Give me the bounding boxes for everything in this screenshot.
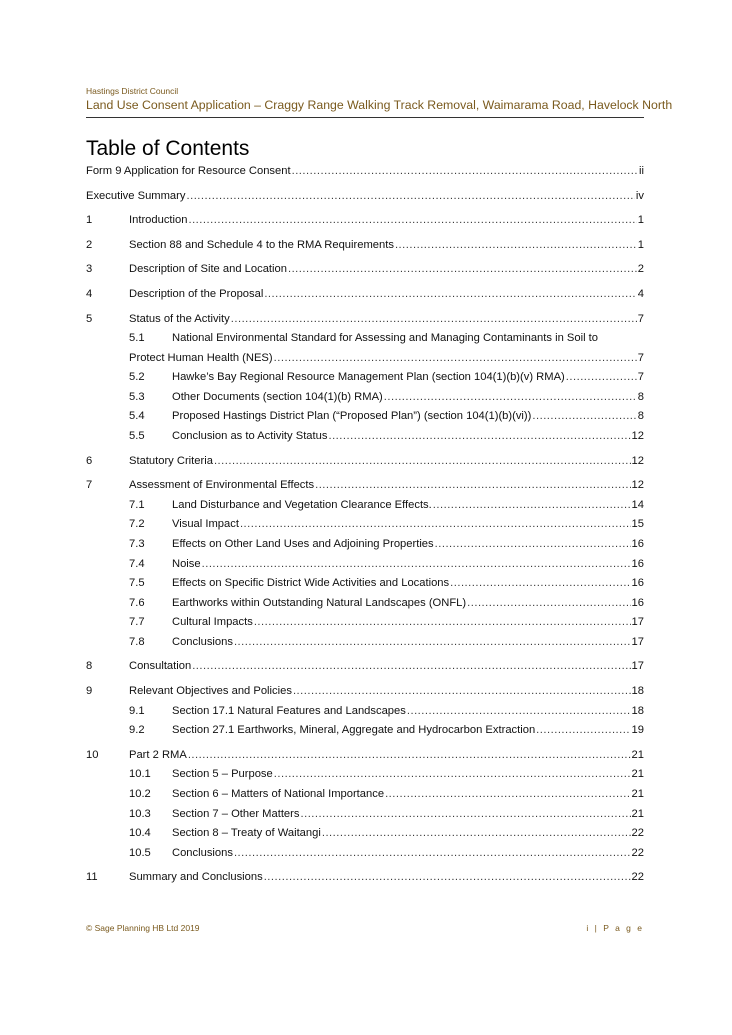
document-title: Land Use Consent Application – Craggy Range Walking Track Removal, Waimarama Road, Havelock North (86, 98, 673, 112)
toc-entry[interactable] (86, 310, 644, 330)
toc-entry-title: Section 6 – Matters of National Importance (172, 788, 385, 801)
toc-entry-page: 22 (631, 871, 644, 884)
toc-entry-page: 16 (631, 596, 644, 609)
toc-entry-page: 15 (631, 518, 644, 531)
toc-entry-title: Effects on Specific District Wide Activities and Locations (172, 577, 450, 590)
toc-entry-number: 11 (86, 871, 98, 884)
dot-leader (315, 476, 630, 496)
toc-entry-title: Cultural Impacts (172, 616, 253, 629)
toc-entry-page: 12 (631, 429, 644, 442)
dot-leader (450, 574, 630, 594)
toc-entry[interactable] (86, 868, 644, 888)
toc-entry-number: 7.4 (129, 557, 145, 570)
page-footer (86, 923, 644, 937)
header-divider (86, 117, 644, 118)
toc-entry-page: 12 (631, 454, 644, 467)
dot-leader (407, 702, 631, 722)
toc-entry-page: 4 (637, 287, 644, 300)
toc-entry-number: 9 (86, 685, 93, 698)
copyright-notice: © Sage Planning HB Ltd 2019 (86, 923, 200, 933)
toc-entry-page: 8 (637, 390, 644, 403)
dot-leader (293, 682, 631, 702)
dot-leader (186, 187, 634, 207)
toc-entry-title-continued: Protect Human Health (NES) (129, 351, 273, 364)
toc-entry-number: 5.4 (129, 410, 145, 423)
toc-entry-number: 10.5 (129, 846, 151, 859)
toc-entry-number: 7.1 (129, 498, 145, 511)
toc-heading: Table of Contents (86, 137, 250, 160)
toc-entry-number: 2 (86, 238, 93, 251)
dot-leader (254, 613, 631, 633)
toc-entry-number: 5.5 (129, 429, 145, 442)
toc-entry[interactable] (86, 285, 644, 305)
dot-leader (234, 633, 631, 653)
dot-leader (274, 349, 637, 369)
toc-entry[interactable] (86, 682, 644, 702)
toc-entry-page: 16 (631, 577, 644, 590)
toc-entry-page: 17 (631, 616, 644, 629)
dot-leader (467, 594, 630, 614)
toc-entry-page: 18 (631, 685, 644, 698)
toc-entry-number: 5.3 (129, 390, 145, 403)
toc-subentry[interactable] (86, 765, 644, 785)
toc-entry-title: Hawke’s Bay Regional Resource Management Plan (section 104(1)(b)(v) RMA) (172, 371, 565, 384)
toc-entry[interactable] (86, 476, 644, 496)
toc-entry-title: Summary and Conclusions (129, 871, 263, 884)
toc-entry-title: Conclusions (172, 846, 233, 859)
toc-entry-title: Assessment of Environmental Effects (129, 479, 315, 492)
toc-entry-title: Statutory Criteria (129, 454, 213, 467)
toc-entry-number: 10.3 (129, 807, 151, 820)
toc-entry-title: Effects on Other Land Uses and Adjoining Properties (172, 537, 434, 550)
dot-leader (395, 236, 637, 256)
toc-entry-page: 19 (631, 724, 644, 737)
toc-entry-number: 4 (86, 287, 93, 300)
toc-entry-page: iv (635, 189, 644, 202)
toc-entry-number: 7.8 (129, 635, 145, 648)
dot-leader (288, 260, 637, 280)
toc-entry-page: 8 (637, 410, 644, 423)
dot-leader (292, 162, 638, 182)
toc-entry-page: 14 (631, 498, 644, 511)
dot-leader (322, 824, 631, 844)
toc-entry-number: 7 (86, 479, 93, 492)
toc-entry-title: Section 7 – Other Matters (172, 807, 300, 820)
toc-entry-page: 7 (637, 351, 644, 364)
toc-entry-number: 1 (86, 214, 93, 227)
toc-entry[interactable] (86, 746, 644, 766)
page-header (86, 86, 673, 113)
toc-entry-number: 7.3 (129, 537, 145, 550)
toc-entry-page: 18 (631, 704, 644, 717)
toc-entry-page: 22 (631, 846, 644, 859)
toc-subentry[interactable] (86, 633, 644, 653)
dot-leader (433, 496, 631, 516)
toc-entry-number: 7.5 (129, 577, 145, 590)
toc-entry-page: 7 (637, 312, 644, 325)
table-of-contents (86, 162, 644, 888)
toc-entry-title: Land Disturbance and Vegetation Clearance Effects. (172, 498, 432, 511)
dot-leader (328, 427, 630, 447)
dot-leader (274, 765, 631, 785)
toc-entry-title: Description of Site and Location (129, 263, 287, 276)
toc-entry[interactable] (86, 187, 644, 207)
toc-entry-title: Consultation (129, 660, 192, 673)
toc-subentry[interactable] (86, 785, 644, 805)
dot-leader (300, 805, 630, 825)
toc-entry[interactable] (86, 236, 644, 256)
dot-leader (532, 407, 636, 427)
toc-entry[interactable] (86, 452, 644, 472)
toc-entry-page: 17 (631, 635, 644, 648)
toc-entry-page: 21 (631, 788, 644, 801)
toc-entry-title: Other Documents (section 104(1)(b) RMA) (172, 390, 383, 403)
toc-entry-title: Section 5 – Purpose (172, 768, 273, 781)
toc-entry-number: 6 (86, 454, 93, 467)
toc-entry-title: National Environmental Standard for Assessing and Managing Contaminants in Soil to (172, 332, 598, 345)
dot-leader (264, 868, 631, 888)
toc-entry-page: 21 (631, 807, 644, 820)
toc-subentry[interactable] (86, 535, 644, 555)
toc-entry-number: 5.1 (129, 332, 145, 345)
dot-leader (188, 211, 636, 231)
dot-leader (202, 555, 631, 575)
toc-entry-title: Section 27.1 Earthworks, Mineral, Aggregate and Hydrocarbon Extraction (172, 724, 536, 737)
toc-entry-number: 10.1 (129, 768, 151, 781)
toc-entry-page: 21 (631, 768, 644, 781)
dot-leader (264, 285, 636, 305)
toc-entry-number: 8 (86, 660, 93, 673)
toc-entry-number: 9.2 (129, 724, 145, 737)
dot-leader (192, 657, 630, 677)
dot-leader (384, 388, 637, 408)
toc-entry-number: 10.4 (129, 827, 151, 840)
toc-entry[interactable] (86, 657, 644, 677)
dot-leader (240, 515, 631, 535)
toc-entry-page: 1 (637, 214, 644, 227)
dot-leader (385, 785, 630, 805)
toc-subentry[interactable] (86, 594, 644, 614)
toc-entry-title: Noise (172, 557, 201, 570)
toc-entry-title: Description of the Proposal (129, 287, 264, 300)
toc-entry-title: Section 8 – Treaty of Waitangi (172, 827, 321, 840)
toc-entry-title: Form 9 Application for Resource Consent (86, 165, 291, 177)
toc-subentry[interactable] (86, 496, 644, 516)
dot-leader (234, 844, 631, 864)
dot-leader (188, 746, 631, 766)
toc-entry[interactable] (86, 260, 644, 280)
toc-subentry[interactable] (86, 574, 644, 594)
toc-entry-number: 7.7 (129, 616, 145, 629)
toc-subentry[interactable] (86, 613, 644, 633)
toc-entry-page: 7 (637, 371, 644, 384)
toc-entry-page: 2 (637, 263, 644, 276)
toc-entry-number: 10.2 (129, 788, 151, 801)
toc-entry-title: Conclusion as to Activity Status (172, 429, 328, 442)
toc-entry-title: Part 2 RMA (129, 748, 187, 761)
toc-subentry[interactable] (86, 368, 644, 388)
page-number: i | P a g e (586, 923, 644, 933)
toc-entry-page: 16 (631, 557, 644, 570)
toc-entry-number: 10 (86, 748, 99, 761)
toc-subentry[interactable] (86, 721, 644, 741)
dot-leader (536, 721, 630, 741)
dot-leader (214, 452, 631, 472)
toc-subentry[interactable] (86, 844, 644, 864)
toc-subentry[interactable] (86, 407, 644, 427)
toc-subentry[interactable] (86, 388, 644, 408)
toc-subentry[interactable] (86, 805, 644, 825)
toc-entry-page: 21 (631, 748, 644, 761)
dot-leader (566, 368, 637, 388)
toc-subentry[interactable] (86, 329, 644, 368)
toc-entry-title: Relevant Objectives and Policies (129, 685, 292, 698)
toc-subentry[interactable] (86, 427, 644, 447)
toc-subentry[interactable] (86, 824, 644, 844)
toc-subentry[interactable] (86, 515, 644, 535)
toc-entry[interactable] (86, 211, 644, 231)
toc-entry-number: 5.2 (129, 371, 145, 384)
toc-entry-number: 7.6 (129, 596, 145, 609)
toc-subentry[interactable] (86, 555, 644, 575)
dot-leader (231, 310, 637, 330)
toc-entry-title: Executive Summary (86, 189, 186, 202)
toc-entry-page: 1 (637, 238, 644, 251)
toc-entry-title: Section 17.1 Natural Features and Landscapes (172, 704, 406, 717)
toc-entry-page: 16 (631, 537, 644, 550)
toc-entry-page: 12 (631, 479, 644, 492)
toc-entry-page: ii (639, 165, 644, 177)
toc-entry-page: 22 (631, 827, 644, 840)
toc-subentry[interactable] (86, 702, 644, 722)
toc-entry-title: Section 88 and Schedule 4 to the RMA Requirements (129, 238, 394, 251)
toc-entry-number: 3 (86, 263, 93, 276)
toc-entry-title: Earthworks within Outstanding Natural Landscapes (ONFL) (172, 596, 467, 609)
toc-entry[interactable] (86, 162, 644, 182)
toc-entry-title: Proposed Hastings District Plan (“Proposed Plan”) (section 104(1)(b)(vi)) (172, 410, 532, 423)
toc-entry-page: 17 (631, 660, 644, 673)
toc-entry-number: 9.1 (129, 704, 145, 717)
organisation-name: Hastings District Council (86, 86, 179, 96)
toc-entry-number: 7.2 (129, 518, 145, 531)
toc-entry-title: Conclusions (172, 635, 233, 648)
toc-entry-number: 5 (86, 312, 93, 325)
toc-entry-title: Visual Impact (172, 518, 239, 531)
toc-entry-title: Introduction (129, 214, 188, 227)
toc-entry-title: Status of the Activity (129, 312, 230, 325)
dot-leader (435, 535, 631, 555)
